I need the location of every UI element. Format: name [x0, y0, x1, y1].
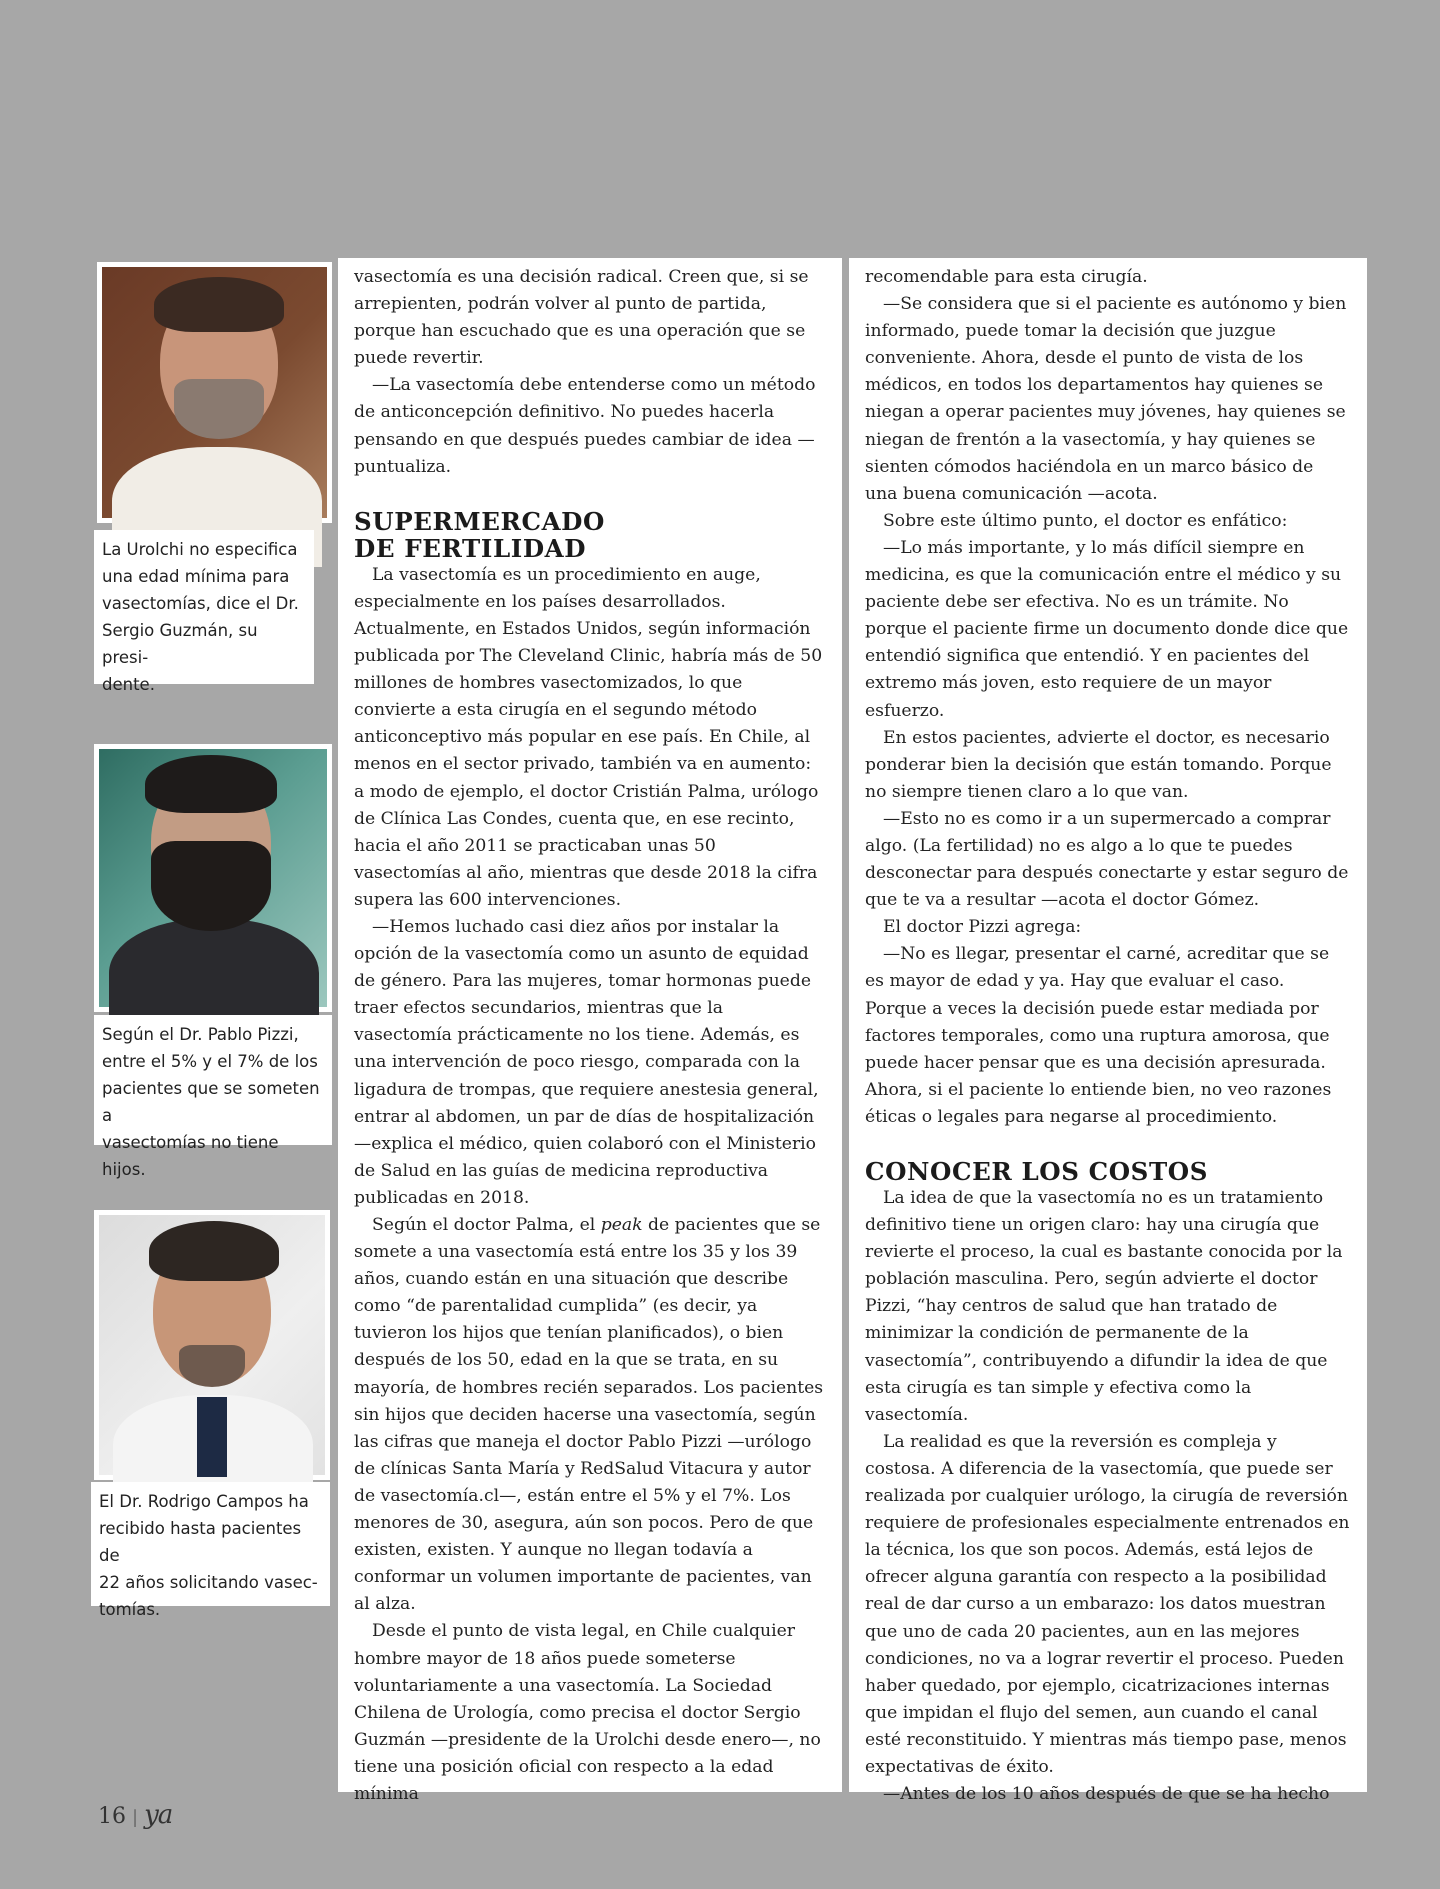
paragraph: —Antes de los 10 años después de que se ha hecho [883, 1784, 1330, 1805]
caption-sergio-guzman [94, 530, 314, 694]
folio-separator: | [132, 1807, 139, 1828]
article-column-1 [338, 258, 842, 1804]
section-heading: CONOCER LOS COSTOS [865, 1157, 1209, 1186]
text-run: Según el doctor Palma, el [372, 1215, 601, 1235]
photo-rodrigo-campos [94, 1210, 330, 1480]
caption-line: El Dr. Rodrigo Campos ha [99, 1492, 309, 1511]
paragraph: —Hemos luchado casi diez años por instalar la opción de la vasectomía como un asunto de equidad de género. Para las mujeres, tomar hormonas puede traer efectos secundarios, mientras que la vasectomía prácticamente no los tiene. Además, es una intervención de poco riesgo, comparada con la ligadura de trompas, que requiere anestesia general, entrar al abdomen, un par de días de hospitalización —explica el médico, quien colaboró con el Ministerio de Salud en las guías de medicina reproductiva publicadas en 2018. [354, 916, 819, 1208]
paragraph: —Lo más importante, y lo más difícil siempre en medicina, es que la comunicación entre el médico y su paciente debe ser efectiva. No es un trámite. No porque el paciente firme un documento donde dice que entendió significa que entendió. Y en pacientes del extremo más joven, esto requiere de un mayor esfuerzo. [865, 537, 1349, 721]
paragraph: —Se considera que si el paciente es autónomo y bien informado, puede tomar la decisión que juzgue conveniente. Ahora, desde el punto de vista de los médicos, en todos los departamentos hay quienes se niegan a operar pacientes muy jóvenes, hay quienes se niegan de frentón a la vasectomía, y hay quienes se sienten cómodos haciéndola en un marco básico de una buena comunicación —acota. [865, 294, 1347, 504]
paragraph: La idea de que la vasectomía no es un tratamiento definitivo tiene un origen claro: hay una cirugía que revierte el proceso, la cual es bastante conocida por la población masculina. Pero, según advierte el doctor Pizzi, “hay centros de salud que han tratado de minimizar la condición de permanente de la vasectomía”, contribuyendo a difundir la idea de que esta cirugía es tan simple y efectiva como la vasectomía. [865, 1188, 1343, 1425]
magazine-logo: ya [144, 1800, 173, 1830]
paragraph: —La vasectomía debe entenderse como un método de anticoncepción definitivo. No puedes hacerla pensando en que después puedes cambiar de idea —puntualiza. [354, 375, 816, 477]
text-run: de pacientes que se somete a una vasectomía está entre los 35 y los 39 años, cuando están en una situación que describe como “de parentalidad cumplida” (es decir, ya tuvieron los hijos que tenían planificados), o bien después de los 50, edad en la que se trata, en su mayoría, de hombres recién separados. Los pacientes sin hijos que deciden hacerse una vasectomía, según las cifras que maneja el doctor Pablo Pizzi —urólogo de clínicas Santa María y RedSalud Vitacura y autor de vasectomía.cl—, están entre el 5% y el 7%. Los menores de 30, asegura, aún son pocos. Pero de que existen, existen. Y aunque no llegan todavía a conformar un volumen importante de pacientes, van al alza. [354, 1215, 824, 1615]
caption-line: Sergio Guzmán, su presi- [102, 621, 258, 667]
page-folio [98, 1800, 172, 1830]
paragraph [354, 1212, 826, 1618]
paragraph: En estos pacientes, advierte el doctor, es necesario ponderar bien la decisión que están tomando. Porque no siempre tienen claro a lo que van. [865, 727, 1332, 802]
caption-line: tomías. [99, 1600, 161, 1619]
caption-line: recibido hasta pacientes de [99, 1519, 302, 1565]
photo-sergio-guzman [97, 262, 332, 523]
caption-line: dente. [102, 675, 155, 694]
caption-line: Según el Dr. Pablo Pizzi, [102, 1025, 299, 1044]
paragraph: El doctor Pizzi agrega: [883, 917, 1082, 938]
paragraph: La realidad es que la reversión es compleja y costosa. A diferencia de la vasectomía, que puede ser realizada por cualquier urólogo, la cirugía de reversión requiere de profesionales especialmente entrenados en la técnica, los que son pocos. Además, está lejos de ofrecer alguna garantía con respecto a la posibilidad real de dar curso a un embarazo: los datos muestran que uno de cada 20 pacientes, aun en las mejores condiciones, no va a lograr revertir el proceso. Pueden haber quedado, por ejemplo, cicatrizaciones internas que impidan el flujo del semen, aun cuando el canal esté reconstituido. Y mientras más tiempo pase, menos expectativas de éxito. [865, 1431, 1350, 1777]
paragraph: La vasectomía es un procedimiento en auge, especialmente en los países desarrollados. Actualmente, en Estados Unidos, según información publicada por The Cleveland Clinic, habría más de 50 millones de hombres vasectomizados, lo que convierte a esta cirugía en el segundo método anticonceptivo más popular en ese país. En Chile, al menos en el sector privado, también va en aumento: a modo de ejemplo, el doctor Cristián Palma, urólogo de Clínica Las Condes, cuenta que, en ese recinto, hacia el año 2011 se practicaban unas 50 vasectomías al año, mientras que desde 2018 la cifra supera las 600 intervenciones. [354, 564, 823, 910]
portrait-image [99, 1215, 325, 1475]
paragraph: recomendable para esta cirugía. [865, 267, 1148, 287]
page-number: 16 [98, 1804, 126, 1829]
caption-line: una edad mínima para [102, 567, 290, 586]
caption-rodrigo-campos [91, 1482, 330, 1619]
caption-line: vasectomías, dice el Dr. [102, 594, 299, 613]
caption-line: La Urolchi no especifica [102, 540, 298, 559]
portrait-image [99, 749, 327, 1007]
photo-pablo-pizzi [94, 744, 332, 1012]
paragraph: —No es llegar, presentar el carné, acreditar que se es mayor de edad y ya. Hay que evaluar el caso. Porque a veces la decisión puede estar mediada por factores temporales, como una ruptura amorosa, que puede hacer pensar que es una decisión apresurada. Ahora, si el paciente lo entiende bien, no veo razones éticas o legales para negarse al procedimiento. [865, 944, 1332, 1127]
portrait-image [102, 267, 327, 518]
caption-line: 22 años solicitando vasec- [99, 1573, 318, 1592]
caption-line: vasectomías no tiene hijos. [102, 1133, 279, 1179]
article-column-2 [849, 258, 1367, 1805]
emphasis: peak [600, 1215, 643, 1235]
paragraph: —Esto no es como ir a un supermercado a comprar algo. (La fertilidad) no es algo a lo que te puedes desconectar para después conectarte y estar seguro de que te va a resultar —acota el doctor Gómez. [865, 808, 1349, 911]
paragraph: vasectomía es una decisión radical. Creen que, si se arrepienten, podrán volver al punto de partida, porque han escuchado que es una operación que se puede revertir. [354, 267, 809, 369]
paragraph: Desde el punto de vista legal, en Chile cualquier hombre mayor de 18 años puede someterse voluntariamente a una vasectomía. La Sociedad Chilena de Urología, como precisa el doctor Sergio Guzmán —presidente de la Urolchi desde enero—, no tiene una posición oficial con respecto a la edad mínima [354, 1621, 821, 1804]
caption-pablo-pizzi [94, 1015, 332, 1179]
caption-line: pacientes que se someten a [102, 1079, 320, 1125]
caption-line: entre el 5% y el 7% de los [102, 1052, 318, 1071]
paragraph: Sobre este último punto, el doctor es enfático: [883, 510, 1288, 531]
section-heading: SUPERMERCADO DE FERTILIDAD [354, 506, 605, 563]
